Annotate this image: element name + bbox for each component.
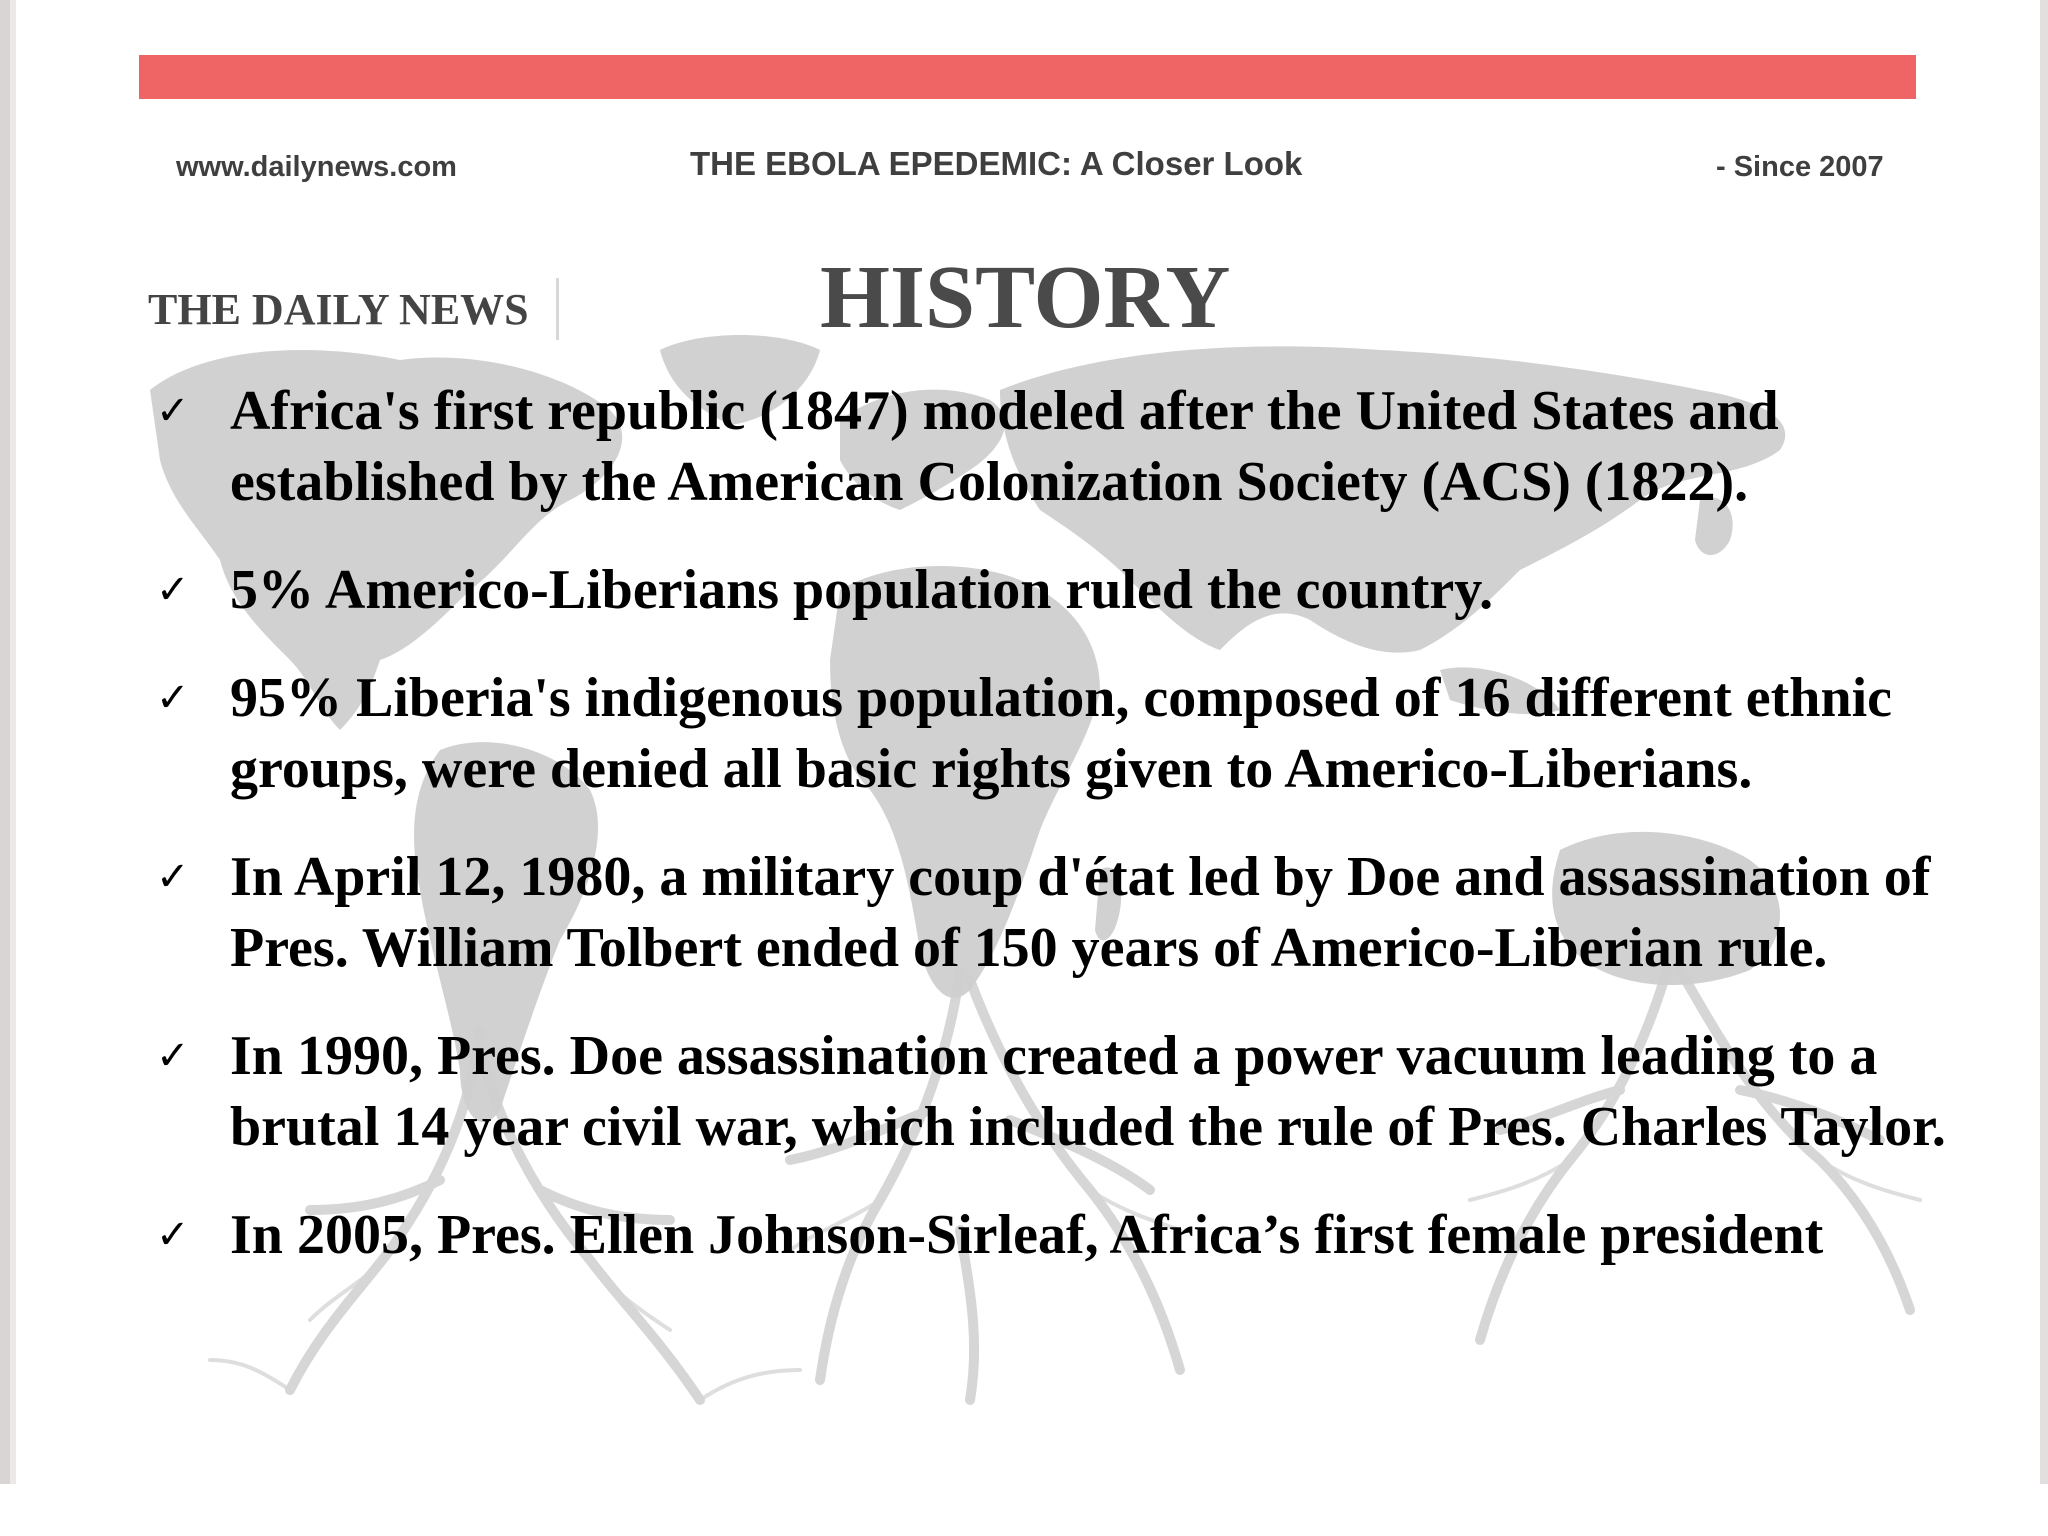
list-item	[148, 555, 1948, 626]
right-edge-shadow	[2040, 0, 2048, 1500]
check-icon: ✓	[156, 567, 190, 613]
edition-title: THE EBOLA EPEDEMIC: A Closer Look	[690, 145, 1303, 182]
bullet-text: In April 12, 1980, a military coup d'état led by Doe and assassination of Pres. William Tolbert ended of 150 years of Americo-Liberian rule.	[230, 846, 1931, 979]
list-item	[148, 663, 1948, 805]
check-icon: ✓	[156, 854, 190, 900]
bullet-text: In 1990, Pres. Doe assassination created a power vacuum leading to a brutal 14 year civil war, which included the rule of Pres. Charles Taylor.	[230, 1025, 1946, 1158]
list-item	[148, 1021, 1948, 1163]
bullet-text: Africa's first republic (1847) modeled after the United States and established by the American Colonization Society (ACS) (1822).	[230, 380, 1779, 513]
left-edge-shadow	[0, 0, 10, 1500]
since-text: - Since 2007	[1716, 151, 1884, 183]
bottom-cutoff	[0, 1484, 2048, 1536]
bullet-text: 5% Americo-Liberians population ruled the country.	[230, 559, 1494, 621]
bullet-text: 95% Liberia's indigenous population, composed of 16 different ethnic groups, were denied all basic rights given to Americo-Liberians.	[230, 667, 1893, 800]
left-edge-highlight	[10, 0, 16, 1500]
section-title: HISTORY	[820, 248, 1231, 347]
list-item	[148, 376, 1948, 518]
history-bullet-list	[148, 376, 1948, 1308]
check-icon: ✓	[156, 1212, 190, 1258]
masthead-divider	[556, 278, 559, 340]
check-icon: ✓	[156, 1033, 190, 1079]
list-item	[148, 1200, 1948, 1271]
bullet-text: In 2005, Pres. Ellen Johnson-Sirleaf, Africa’s first female president	[230, 1204, 1824, 1266]
list-item	[148, 842, 1948, 984]
check-icon: ✓	[156, 388, 190, 434]
paper-name: THE DAILY NEWS	[148, 285, 529, 334]
site-url: www.dailynews.com	[176, 151, 457, 183]
check-icon: ✓	[156, 675, 190, 721]
accent-bar	[139, 55, 1916, 99]
